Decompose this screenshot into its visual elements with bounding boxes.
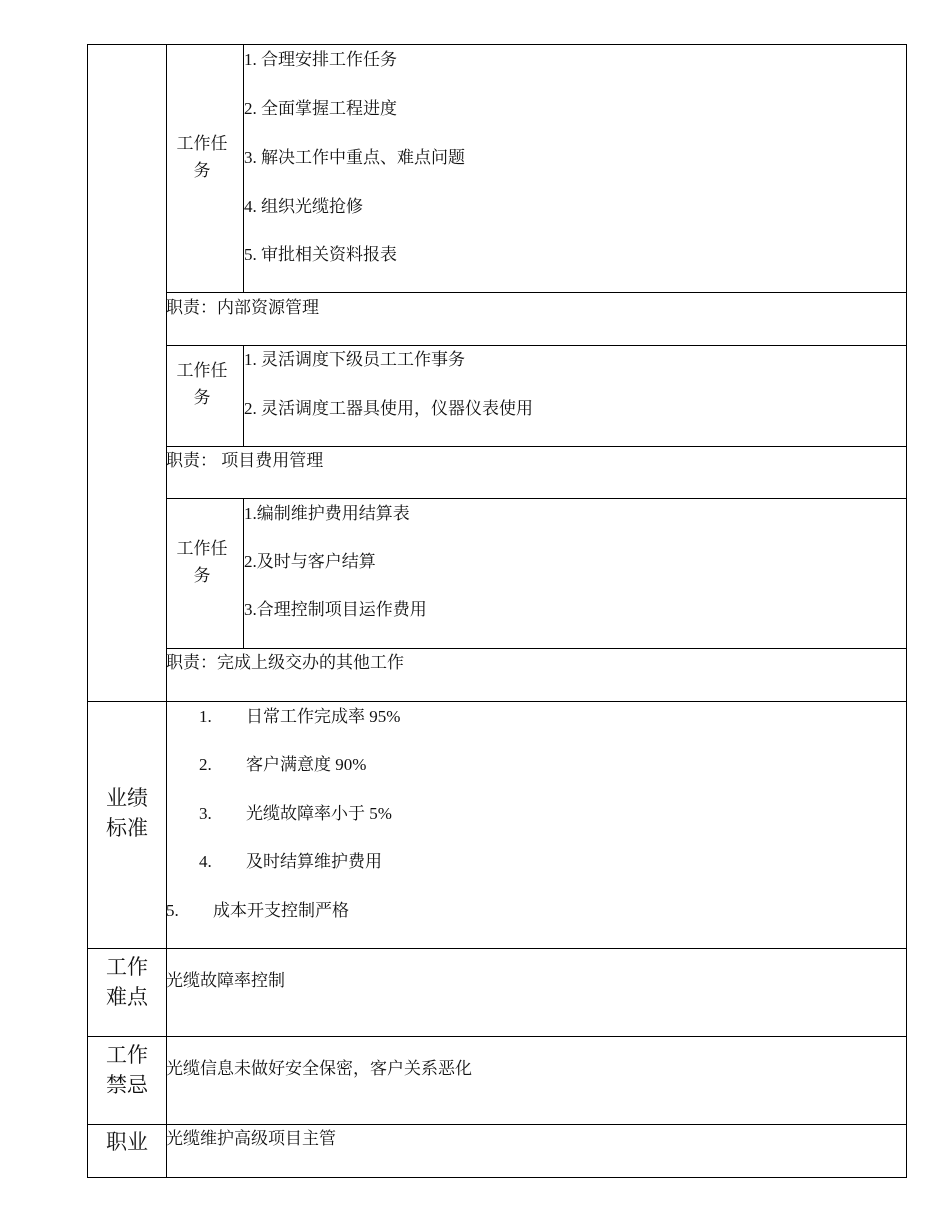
block2-task-2: 2. 灵活调度工器具使用，仪器仪表使用	[244, 399, 533, 418]
border-top	[87, 44, 907, 45]
block1-task-4: 4. 组织光缆抢修	[244, 197, 363, 216]
block3-task-2: 2.及时与客户结算	[244, 552, 376, 571]
taboo-label: 工作禁忌	[106, 1043, 148, 1097]
career-label: 职业	[106, 1130, 148, 1154]
border-bottom	[87, 1177, 907, 1178]
perf-num-1: 1.	[199, 707, 212, 726]
row-line-duty3	[166, 446, 907, 447]
border-left	[87, 44, 88, 1178]
perf-item-3: 光缆故障率小于 5%	[246, 804, 392, 823]
row-line-performance	[87, 701, 907, 702]
row-line-block2	[166, 345, 907, 346]
perf-item-4: 及时结算维护费用	[246, 852, 382, 871]
block1-task-1: 1. 合理安排工作任务	[244, 50, 397, 69]
task-label-1: 工作任务	[176, 134, 228, 180]
row-line-taboo	[87, 1036, 907, 1037]
duty-project-cost: 职责： 项目费用管理	[166, 451, 324, 470]
row-line-block3	[166, 498, 907, 499]
row-line-duty4	[166, 648, 907, 649]
block3-task-1: 1.编制维护费用结算表	[244, 504, 410, 523]
task-label-2: 工作任务	[176, 361, 228, 407]
perf-item-5: 成本开支控制严格	[213, 901, 349, 920]
difficulty-label: 工作难点	[106, 955, 148, 1009]
task-label-3: 工作任务	[176, 539, 228, 585]
duty-internal-resources: 职责：内部资源管理	[166, 298, 319, 317]
performance-label: 业绩标准	[106, 786, 148, 840]
row-line-difficulty	[87, 948, 907, 949]
career-text: 光缆维护高级项目主管	[166, 1129, 336, 1148]
block1-task-3: 3. 解决工作中重点、难点问题	[244, 148, 465, 167]
perf-num-4: 4.	[199, 852, 212, 871]
block2-task-1: 1. 灵活调度下级员工工作事务	[244, 350, 465, 369]
difficulty-text: 光缆故障率控制	[166, 971, 285, 990]
block1-task-5: 5. 审批相关资料报表	[244, 245, 397, 264]
perf-num-5: 5.	[166, 901, 179, 920]
block3-task-3: 3.合理控制项目运作费用	[244, 600, 427, 619]
perf-num-2: 2.	[199, 755, 212, 774]
duty-other-work: 职责：完成上级交办的其他工作	[166, 653, 404, 672]
row-line-duty2	[166, 292, 907, 293]
column-divider	[166, 44, 167, 1178]
border-right	[906, 44, 907, 1178]
taboo-text: 光缆信息未做好安全保密，客户关系恶化	[166, 1059, 472, 1078]
block1-task-2: 2. 全面掌握工程进度	[244, 99, 397, 118]
perf-num-3: 3.	[199, 804, 212, 823]
row-line-career	[87, 1124, 907, 1125]
perf-item-1: 日常工作完成率 95%	[246, 707, 401, 726]
perf-item-2: 客户满意度 90%	[246, 755, 367, 774]
